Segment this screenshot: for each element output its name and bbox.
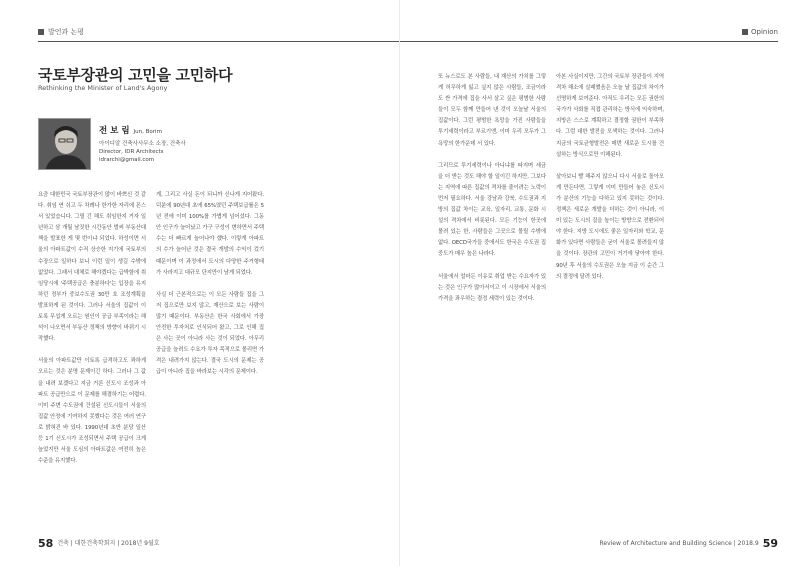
left-footer [38, 538, 164, 551]
author-photo [38, 118, 91, 170]
author-affiliation-en: Director, IDR Architects [99, 149, 164, 155]
section-header-label: 발언과 논평 [48, 28, 85, 36]
author-info [99, 124, 186, 164]
author-name-en: Jun, Borim [133, 129, 162, 135]
paragraph: 그리므로 투기세력이나 아니냐를 따지며 세금을 더 받는 것도 해야 할 일이긴 하지만, 그보다는 지역에 따른 집값의 격차를 줄이려는 노력이 먼저 필요하다. 서울 강남과 강북, 수도권과 지방의 집값 차이는 교육, 일자리, 교통, 문화 시설의 격차에서 비롯된다. 모든 기능이 한곳에 몰려 있는 한, 사람들은 그곳으로 몰릴 수밖에 없다. OECD국가들 중에서도 한국은 수도권 집중도가 매우 높은 나라다. [438, 162, 546, 258]
article-title: 국토부장관의 고민을 고민하다 [38, 66, 233, 84]
body-column-2 [156, 190, 264, 530]
body-column-1 [38, 190, 146, 530]
paragraph: 살아보니 빨 해주지 않으니 다시 서울로 돌아오게 만든다면, 그렇게 이미 만들어 놓은 신도시가 분산의 기능을 다하고 있지 못하는 것이다. 정책은 새로운 개발을 더하는 것이 아니라, 이미 있는 도시의 질을 높이는 방향으로 전환되어야 한다. 지방 도시에도 좋은 일자리와 학교, 문화가 있다면 사람들은 굳이 서울로 몰려들지 않을 것이다. 장관의 고민이 거기에 닿아야 한다. 90년 후 서울의 수도권은 오늘 지금 이 순간 그의 결정에 달려 있다. [556, 173, 664, 280]
article-subtitle: Rethinking the Minister of Land's Agony [38, 84, 168, 92]
footer-journal-en: Review of Architecture and Building Science | 2018.9 [599, 539, 759, 547]
header-rule [400, 41, 778, 42]
body-column-3 [438, 72, 546, 532]
author-affiliation-ko: 아이디알 건축사사무소 소장, 건축사 [99, 141, 186, 147]
author-portrait-image [39, 119, 91, 170]
body-column-4 [556, 72, 664, 532]
author-name [99, 124, 186, 136]
header-rule [38, 41, 400, 42]
page-number-left: 58 [38, 536, 54, 550]
paragraph: 요즘 대한민국 국토부장관이 많이 바쁘신 것 같다. 취임 연 쉬고 두 차례나 한가한 자리에 몬스 서 있었습니다. 그릴 긴 해도 취임한지 거자 일 년하고 삼 개월 남짓한 시간동안 벌써 부동산대책을 발표한 게 몇 번이냐 되었다. 하성이면 서울의 아파트값이 수직 상승한 지기에 국토부의 수장으로 일하다 보니 이런 일이 생길 수밖에 없었다. 그래서 대체로 해야겠다는 급박함에 취임당시에 '주택공급은 충분하다'는 입장을 유지하던 정부가 중보수도권 30만 호 조성계획을 발표하게 된 것이다. 그러나 서울의 집값이 이토록 무섭게 오르는 원인이 공급 부족이라는 해석이 나오면서 부동산 정책의 방향이 바뀌기 시작했다. [38, 192, 146, 343]
section-header-right: Opinion [751, 28, 778, 36]
section-header [38, 27, 84, 37]
author-email[interactable]: idrarchi@gmail.com [99, 157, 155, 163]
author-name-ko: 전 보 림 [99, 126, 130, 136]
paragraph: 게, 그리고 사실 돈이 되니까 신나게 지어왔다. 덕분에 90년대 초에 65%였던 주택보급률은 5년 전에 이미 100%를 가볍게 넘어섰다. 그동안 인구가 늘어났고 가구 구성이 변하면서 주택 수는 더 빠르게 늘어나야 했다. 이렇게 아파트의 수가 늘어난 것은 결국 개발의 수익이 컸기 때문이며 이 과정에서 도시의 다양한 주거형태가 사라지고 대규모 단지만이 남게 되었다. [156, 192, 264, 276]
paragraph: 또 뉴스로도 본 사람들, 내 재산의 가치를 그렇게 허무하게 잃고 싶지 않은 사람들, 조금이라도 싼 가격에 집을 사서 살고 싶은 평범한 사람들이 모두 함께 만들어 낸 것이 오늘날 서울의 집값이다. 그런 평범한 욕망을 가진 사람들을 투기세력이라고 부르기엔, 이미 우리 모두가 그 욕망의 한가운데 서 있다. [438, 74, 546, 147]
right-page [400, 0, 800, 566]
section-marker-icon [742, 29, 748, 35]
page-number-right: 59 [762, 536, 778, 550]
paragraph: 사실 더 근본적으로는 이 모든 사람들 집을 그저 집으로만 보지 않고, 재산으로 보는 사람이 많기 때문이다. 부동산은 한국 사회에서 가장 안전한 투자처로 인식되어 왔고, 그로 인해 집은 사는 곳이 아니라 사는 것이 되었다. 아무리 공급을 늘려도 수요가 투자 목적으로 몰리면 가격은 내려가지 않는다. 결국 도시의 문제는 공급이 아니라 집을 바라보는 시각의 문제이다. [156, 291, 264, 376]
right-footer [596, 538, 779, 551]
paragraph: 서울의 아파트값만 이토록 급격하고도 꽈하게 오르는 것은 분명 문제이긴 하다. 그러나 그 값을 내려 보겠다고 지금 거론 신도시 조성과 아파트 공급만으로 이 문제를 해결하기는 어렵다. 이미 주변 수도권에 건설된 신도시들이 서울의 집값 안정에 기여하지 못했다는 것은 여러 연구로 밝혀진 바 있다. 1990년대 초반 분당 일산 등 1기 신도시가 조성되면서 주택 공급이 크게 늘었지만 서울 도심의 아파트값은 여전히 높은 수준을 유지했다. [38, 358, 146, 465]
paragraph: 아본 사실이지만, 그간의 국토부 장관들이 지역격차 해소에 실패했음은 오늘 날 집값의 차이가 선명하게 보여준다. 아직도 우리는 모든 권한의 국가가 사회를 직접 관리하는 방식에 익숙하며, 지방은 스스로 계획하고 결정할 권한이 부족하다. 그럼 대한 발전을 모색하는 것이다. 그러나 지금의 국토균형발전은 매번 새로운 도시를 건설하는 방식으로만 이해된다. [556, 74, 664, 158]
footer-journal-ko: 건축 | 대한건축학회지 | 2018년 9월호 [57, 539, 160, 547]
paragraph: 서울에서 얼마든 이유로 취업 받는 수요자가 있는 것은 인구가 많아서이고 이 시장에서 서울의 가격을 좌우하는 결정 세력이 있는 것이다. [438, 273, 546, 302]
